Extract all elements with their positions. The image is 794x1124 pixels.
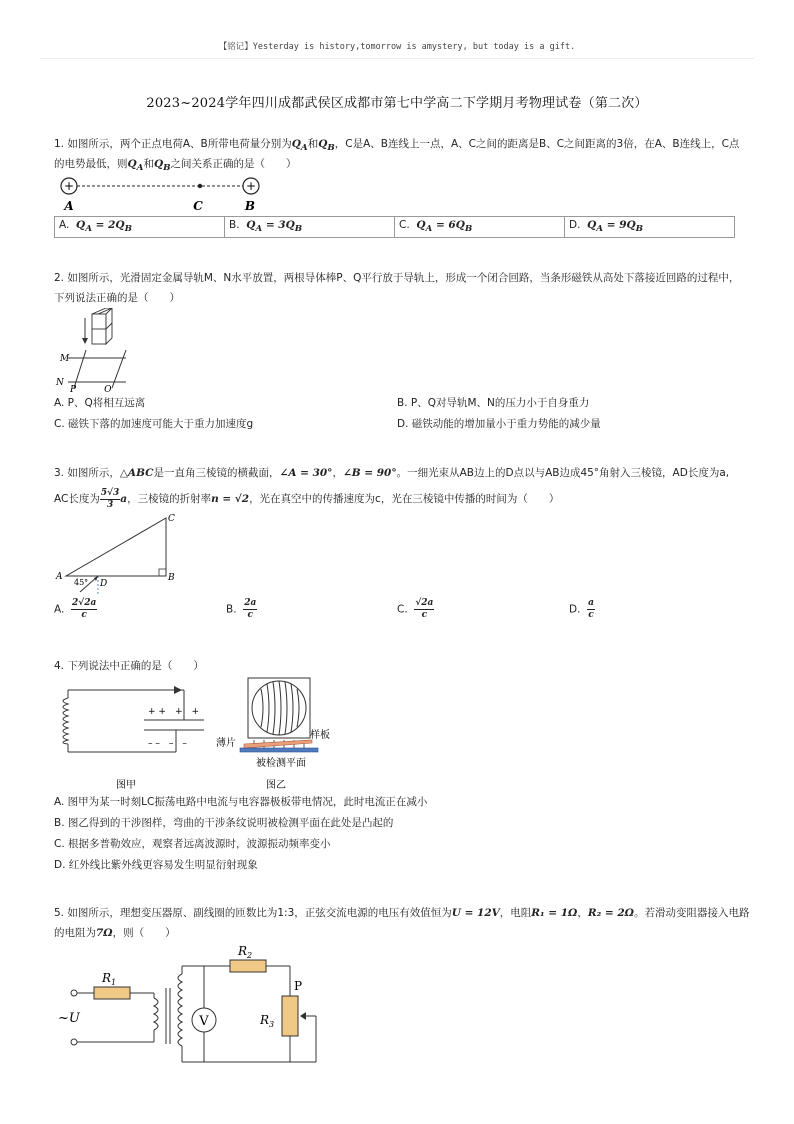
label-test-plane: 被检测平面 (256, 758, 306, 769)
test-plane (240, 748, 318, 752)
q4-stem: 4. 下列说法中正确的是（ ） (54, 660, 204, 672)
q3-option-b[interactable]: B. $\frac{2a}{c}$ (226, 598, 257, 620)
q2-figure-rails (54, 308, 144, 392)
header-banner: 【铭记】Yesterday is history,tomorrow is amystery, but today is a gift. (218, 42, 576, 52)
q3-stem-line2: AC长度为 $\frac{5√3}{3}$ a，三棱镜的折射率n = √2，光在真空中的传播速度为c，光在三棱镜中传播的时间为（ ） (54, 487, 560, 510)
header-divider (40, 58, 754, 59)
q2-option-b[interactable]: B. P、Q对导轨M、N的压力小于自身重力 (397, 397, 590, 409)
incident-ray-arrow (94, 576, 98, 581)
figure-a-lc-circuit (63, 686, 204, 791)
point-c (198, 184, 202, 188)
q2-stem-line1: 2. 如图所示，光滑固定金属导轨M、N水平放置，两根导体棒P、Q平行放于导轨上，形成一个闭合回路，当条形磁铁从高处下落接近回路的过程中， (54, 272, 740, 284)
q3-figure-prism (54, 512, 194, 594)
caption-b: 图乙 (266, 780, 286, 791)
q3-option-d[interactable]: D. $\frac{a}{c}$ (569, 598, 594, 620)
primary-coil (154, 998, 158, 1030)
voltmeter-label: V (199, 1014, 209, 1029)
page-title: 2023~2024学年四川成都武侯区成都市第七中学高二下学期月考物理试卷（第二次） (146, 96, 648, 111)
label-p: P (294, 979, 303, 993)
label-c: C (168, 514, 175, 524)
q1-stem-line2: 的电势最低，则$Q_A$和$Q_B$之间关系正确的是（ ） (54, 158, 297, 174)
label-q: Q (104, 385, 112, 392)
inductor-coil (63, 698, 68, 744)
figure-b-interference (216, 678, 330, 791)
label-p: P (70, 385, 77, 392)
label-sample-plate: 样板 (310, 730, 330, 741)
q1-figure-charges (54, 174, 274, 214)
label-angle: 45° (74, 578, 89, 587)
q1-option-b[interactable]: B. $Q_A = 3Q_B$ (225, 217, 395, 238)
label-r2: $R_2$ (238, 946, 253, 960)
resistor-r1 (94, 987, 130, 999)
charge-b-sign: + (245, 179, 257, 193)
q2-stem-line2: 下列说法正确的是（ ） (54, 292, 180, 304)
ac-length-fraction: $\frac{5√3}{3}$ (100, 487, 120, 510)
terminal-top (71, 990, 77, 996)
label-b: B (168, 573, 175, 583)
label-thin-sheet: 薄片 (216, 738, 236, 749)
label-a: A (56, 572, 63, 582)
q4-option-a[interactable]: A. 图甲为某一时刻LC振荡电路中电流与电容器极板带电情况，此时电流正在减小 (54, 796, 428, 808)
right-angle-mark (159, 569, 166, 576)
charge-a-sign: + (63, 179, 75, 193)
minus-charges: – – – – (148, 739, 187, 749)
slider-arrow (300, 1012, 306, 1020)
q5-stem-line1: 5. 如图所示，理想变压器原、副线圈的匝数比为1:3，正弦交流电源的电压有效值恒为U = 12V，电阻R₁ = 1Ω，R₂ = 2Ω。若滑动变阻器接入电路 (54, 907, 750, 919)
resistor-r2 (230, 960, 266, 972)
caption-a: 图甲 (116, 780, 136, 791)
secondary-coil (178, 974, 182, 1046)
q1-option-a[interactable]: A. $Q_A = 2Q_B$ (55, 217, 225, 238)
label-m: M (60, 354, 70, 364)
current-arrow (174, 686, 182, 694)
fall-arrow-head (82, 338, 88, 344)
q5-figure-circuit (54, 946, 334, 1070)
label-b: B (244, 199, 256, 213)
label-r3: $R_3$ (260, 1013, 275, 1029)
prism-triangle (66, 518, 166, 576)
plus-charges: + + + + (148, 707, 200, 717)
q4-option-c[interactable]: C. 根据多普勒效应，观察者远离波源时，波源振动频率变小 (54, 838, 331, 850)
q2-option-a[interactable]: A. P、Q将相互远离 (54, 397, 146, 409)
q3-option-a[interactable]: A. $\frac{2√2a}{c}$ (54, 598, 97, 620)
q1-stem-line1: 1. 如图所示，两个正点电荷A、B所带电荷量分别为$Q_A$和$Q_B$，C是A、B连线上一点，A、C之间的距离是B、C之间距离的3倍，在A、B连线上，C点 (54, 138, 740, 154)
q1-options-table (54, 216, 735, 238)
terminal-bottom (71, 1039, 77, 1045)
q3-option-c[interactable]: C. $\frac{√2a}{c}$ (397, 598, 434, 620)
bar-magnet (92, 308, 112, 344)
label-a: A (64, 199, 74, 213)
label-r1: $R_1$ (102, 971, 117, 987)
rheostat-r3 (282, 996, 298, 1036)
q1-option-d[interactable]: D. $Q_A = 9Q_B$ (565, 217, 735, 238)
q1-option-c[interactable]: C. $Q_A = 6Q_B$ (395, 217, 565, 238)
label-n: N (56, 378, 64, 388)
q4-figures (54, 676, 344, 792)
label-d: D (100, 579, 108, 589)
q4-option-b[interactable]: B. 图乙得到的干涉图样，弯曲的干涉条纹说明被检测平面在此处是凸起的 (54, 817, 394, 829)
q3-stem-line1: 3. 如图所示，△ABC是一直角三棱镜的横截面，∠A = 30°，∠B = 90°。一细光束从AB边上的D点以与AB边成45°角射入三棱镜，AD长度为a, (54, 467, 730, 479)
label-c: C (193, 199, 203, 213)
q2-option-c[interactable]: C. 磁铁下落的加速度可能大于重力加速度g (54, 418, 254, 430)
q4-option-d[interactable]: D. 红外线比紫外线更容易发生明显衍射现象 (54, 859, 258, 871)
label-source: ~U (58, 1011, 80, 1026)
q2-option-d[interactable]: D. 磁铁动能的增加量小于重力势能的减少量 (397, 418, 601, 430)
q5-stem-line2: 的电阻为7Ω，则（ ） (54, 927, 176, 939)
